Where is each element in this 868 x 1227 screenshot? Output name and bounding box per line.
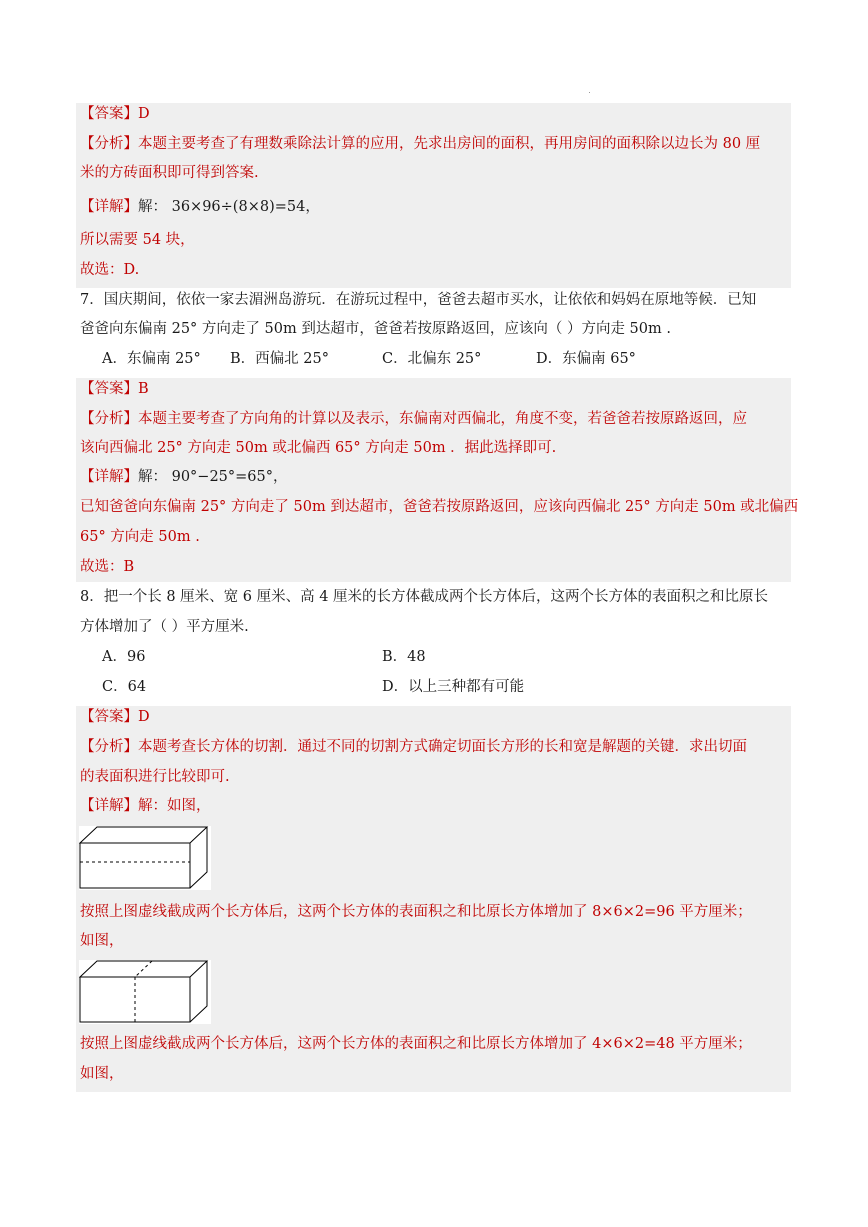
q7-answer-line <box>80 379 149 399</box>
q6-analysis-line-2: 米的方砖面积即可得到答案. <box>80 165 259 181</box>
q8-fig-label-2: 如图， <box>80 933 124 949</box>
analysis-text: 本题主要考查了有理数乘除法计算的应用，先求出房间的面积，再用房间的面积除以边长为 80 厘 <box>138 136 761 152</box>
q7-option-a: A．东偏南 25° <box>102 351 201 367</box>
q7-stem-line-2: 爸爸向东偏南 25° 方向走了 50m 到达超市，爸爸若按原路返回，应该向（ ）方向走 50m . <box>80 321 671 337</box>
answer-tag: 【答案】 <box>80 381 138 397</box>
answer-tag: 【答案】 <box>80 106 138 122</box>
q6-answer-line <box>80 104 150 124</box>
detail-text: 解： 90°−25°=65°， <box>138 469 288 485</box>
analysis-tag: 【分析】 <box>80 136 138 152</box>
q8-option-a: A．96 <box>102 649 146 665</box>
q8-result-line-2: 按照上图虚线截成两个长方体后，这两个长方体的表面积之和比原长方体增加了 4×6×2=48 平方厘米； <box>80 1036 752 1052</box>
q8-stem-line-2: 方体增加了（ ）平方厘米. <box>80 619 249 635</box>
answer-value: D <box>138 709 150 725</box>
q7-detail-line-2: 已知爸爸向东偏南 25° 方向走了 50m 到达超市，爸爸若按原路返回，应该向西偏北 25° 方向走 50m 或北偏西 <box>80 499 799 515</box>
q7-option-d: D．东偏南 65° <box>536 351 636 367</box>
cuboid-figure-horizontal-cut <box>79 826 211 890</box>
q8-option-d: D．以上三种都有可能 <box>382 679 525 695</box>
analysis-text: 本题考查长方体的切割．通过不同的切割方式确定切面长方形的长和宽是解题的关键．求出切面 <box>138 739 747 755</box>
answer-value: D <box>138 106 150 122</box>
detail-tag: 【详解】 <box>80 469 138 485</box>
q6-detail-line-3: 故选：D. <box>80 262 140 278</box>
q7-analysis-line-1 <box>80 409 747 429</box>
q7-option-c: C．北偏东 25° <box>382 351 482 367</box>
q7-option-b: B．西偏北 25° <box>230 351 329 367</box>
q8-fig-label-3: 如图， <box>80 1066 124 1082</box>
q7-analysis-line-2: 该向西偏北 25° 方向走 50m 或北偏西 65° 方向走 50m ．据此选择即可. <box>80 440 557 456</box>
q8-analysis-line-1 <box>80 737 747 757</box>
detail-text: 解：如图， <box>138 798 211 814</box>
q8-analysis-line-2: 的表面积进行比较即可. <box>80 769 230 785</box>
analysis-tag: 【分析】 <box>80 739 138 755</box>
q8-option-c: C．64 <box>102 679 147 695</box>
q8-answer-line <box>80 707 150 727</box>
q8-detail-line-1 <box>80 796 211 816</box>
q8-result-line-1: 按照上图虚线截成两个长方体后，这两个长方体的表面积之和比原长方体增加了 8×6×2=96 平方厘米； <box>80 904 752 920</box>
q8-option-b: B．48 <box>382 649 426 665</box>
q6-analysis-line-1 <box>80 134 760 154</box>
q7-detail-line-1 <box>80 467 288 487</box>
detail-tag: 【详解】 <box>80 798 138 814</box>
detail-text: 解： 36×96÷(8×8)=54， <box>138 199 320 215</box>
q8-stem-line-1: 8．把一个长 8 厘米、宽 6 厘米、高 4 厘米的长方体截成两个长方体后，这两个长方体的表面积之和比原长 <box>80 589 769 605</box>
q7-stem-line-1: 7．国庆期间，依依一家去湄洲岛游玩．在游玩过程中，爸爸去超市买水，让依依和妈妈在原地等候．已知 <box>80 292 757 308</box>
q7-detail-line-4: 故选：B <box>80 559 135 575</box>
answer-tag: 【答案】 <box>80 709 138 725</box>
analysis-text: 本题主要考查了方向角的计算以及表示，东偏南对西偏北，角度不变，若爸爸若按原路返回，应 <box>138 411 747 427</box>
answer-value: B <box>138 381 149 397</box>
detail-tag: 【详解】 <box>80 199 138 215</box>
q6-solution-block <box>76 103 791 288</box>
cuboid-figure-vertical-cut <box>79 960 211 1024</box>
q6-detail-line-1 <box>80 197 320 217</box>
q6-detail-line-2: 所以需要 54 块， <box>80 232 195 248</box>
q7-detail-line-3: 65° 方向走 50m . <box>80 529 200 545</box>
page-dot <box>589 92 590 93</box>
analysis-tag: 【分析】 <box>80 411 138 427</box>
